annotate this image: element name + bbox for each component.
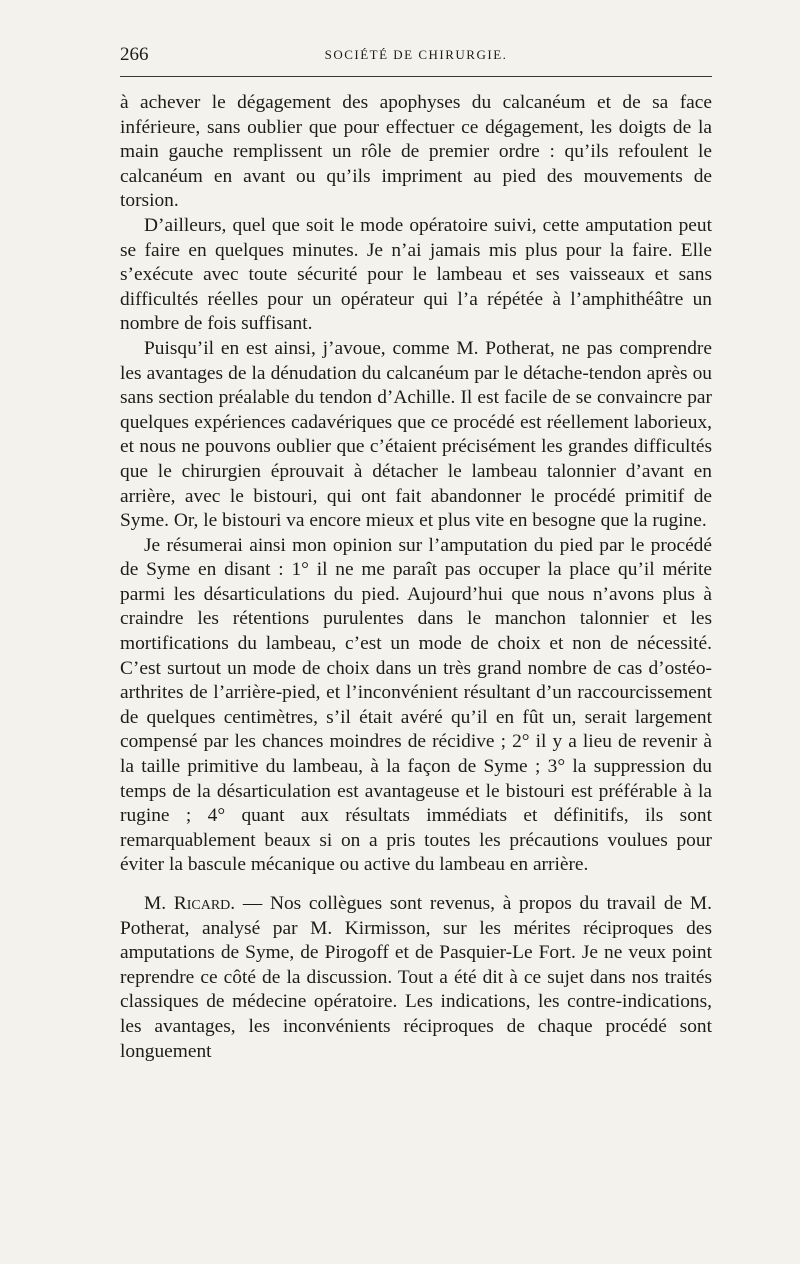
page-header <box>120 44 712 72</box>
paragraph-4: Je résumerai ainsi mon opinion sur l’amputation du pied par le procédé de Syme en disant : 1° il ne me paraît pas occuper la place qu’il mérite parmi les désarticulations du pied. Aujourd’hui que nous n’avons plus à craindre les rétentions purulentes dans le manchon talonnier et les mortifications du lambeau, c’est un mode de choix et non de nécessité. C’est surtout un mode de choix dans un très grand nombre de cas d’ostéo-arthrites de l’arrière-pied, et l’inconvénient résultant d’un raccourcissement de quelques centimètres, s’il était avéré qu’il en fût un, serait largement compensé par les chances moindres de récidive ; 2° il y a lieu de revenir à la taille primitive du lambeau, à la façon de Syme ; 3° la suppression du temps de la désarticulation est avantageuse et le bistouri est préférable à la rugine ; 4° quant aux résultats immédiats et définitifs, ils sont remarquablement beaux si on a pris toutes les précautions voulues pour éviter la bascule mécanique ou active du lambeau en arrière. <box>120 534 712 876</box>
paragraph-2: D’ailleurs, quel que soit le mode opératoire suivi, cette amputation peut se faire en quelques minutes. Je n’ai jamais mis plus pour la faire. Elle s’exécute avec toute sécurité pour le lambeau et ses vaisseaux et sans difficultés réelles pour un opérateur qui l’a répétée à l’amphithéâtre un nombre de fois suffisant. <box>120 214 712 335</box>
paragraph-1: à achever le dégagement des apophyses du calcanéum et de sa face inférieure, sans oublier que pour effectuer ce dégagement, les doigts de la main gauche remplissent un rôle de premier ordre : qu’ils refoulent le calcanéum en avant ou qu’ils impriment au pied des mouvements de torsion. <box>120 92 712 212</box>
paragraph-5-text: — Nos collègues sont revenus, à propos du travail de M. Potherat, analysé par M. Kirmisson, sur les mérites réciproques des amputations de Syme, de Pirogoff et de Pasquier-Le Fort. Je ne veux point reprendre ce côté de la discussion. Tout a été dit à ce sujet dans nos traités classiques de médecine opératoire. Les indications, les contre-indications, les avantages, les inconvénients réciproques de chaque procédé sont longuement <box>120 893 712 1062</box>
speaker-name: M. Ricard. <box>144 893 236 914</box>
page-number: 266 <box>120 44 149 65</box>
header-rule <box>120 76 712 77</box>
paragraph-3: Puisqu’il en est ainsi, j’avoue, comme M. Potherat, ne pas comprendre les avantages de la dénudation du calcanéum par le détache-tendon après ou sans section préalable du tendon d’Achille. Il est facile de se convaincre par quelques expériences cadavériques que ce procédé est réellement laborieux, et nous ne pouvons oublier que c’étaient précisément les grandes difficultés que le chirurgien éprouvait à détacher le lambeau talonnier d’avant en arrière, avec le bistouri, qui ont fait abandonner le procédé primitif de Syme. Or, le bistouri va encore mieux et plus vite en besogne que la rugine. <box>120 337 712 532</box>
paragraph-5 <box>120 892 712 1064</box>
body-text <box>120 91 712 1064</box>
running-title: SOCIÉTÉ DE CHIRURGIE. <box>324 47 508 62</box>
